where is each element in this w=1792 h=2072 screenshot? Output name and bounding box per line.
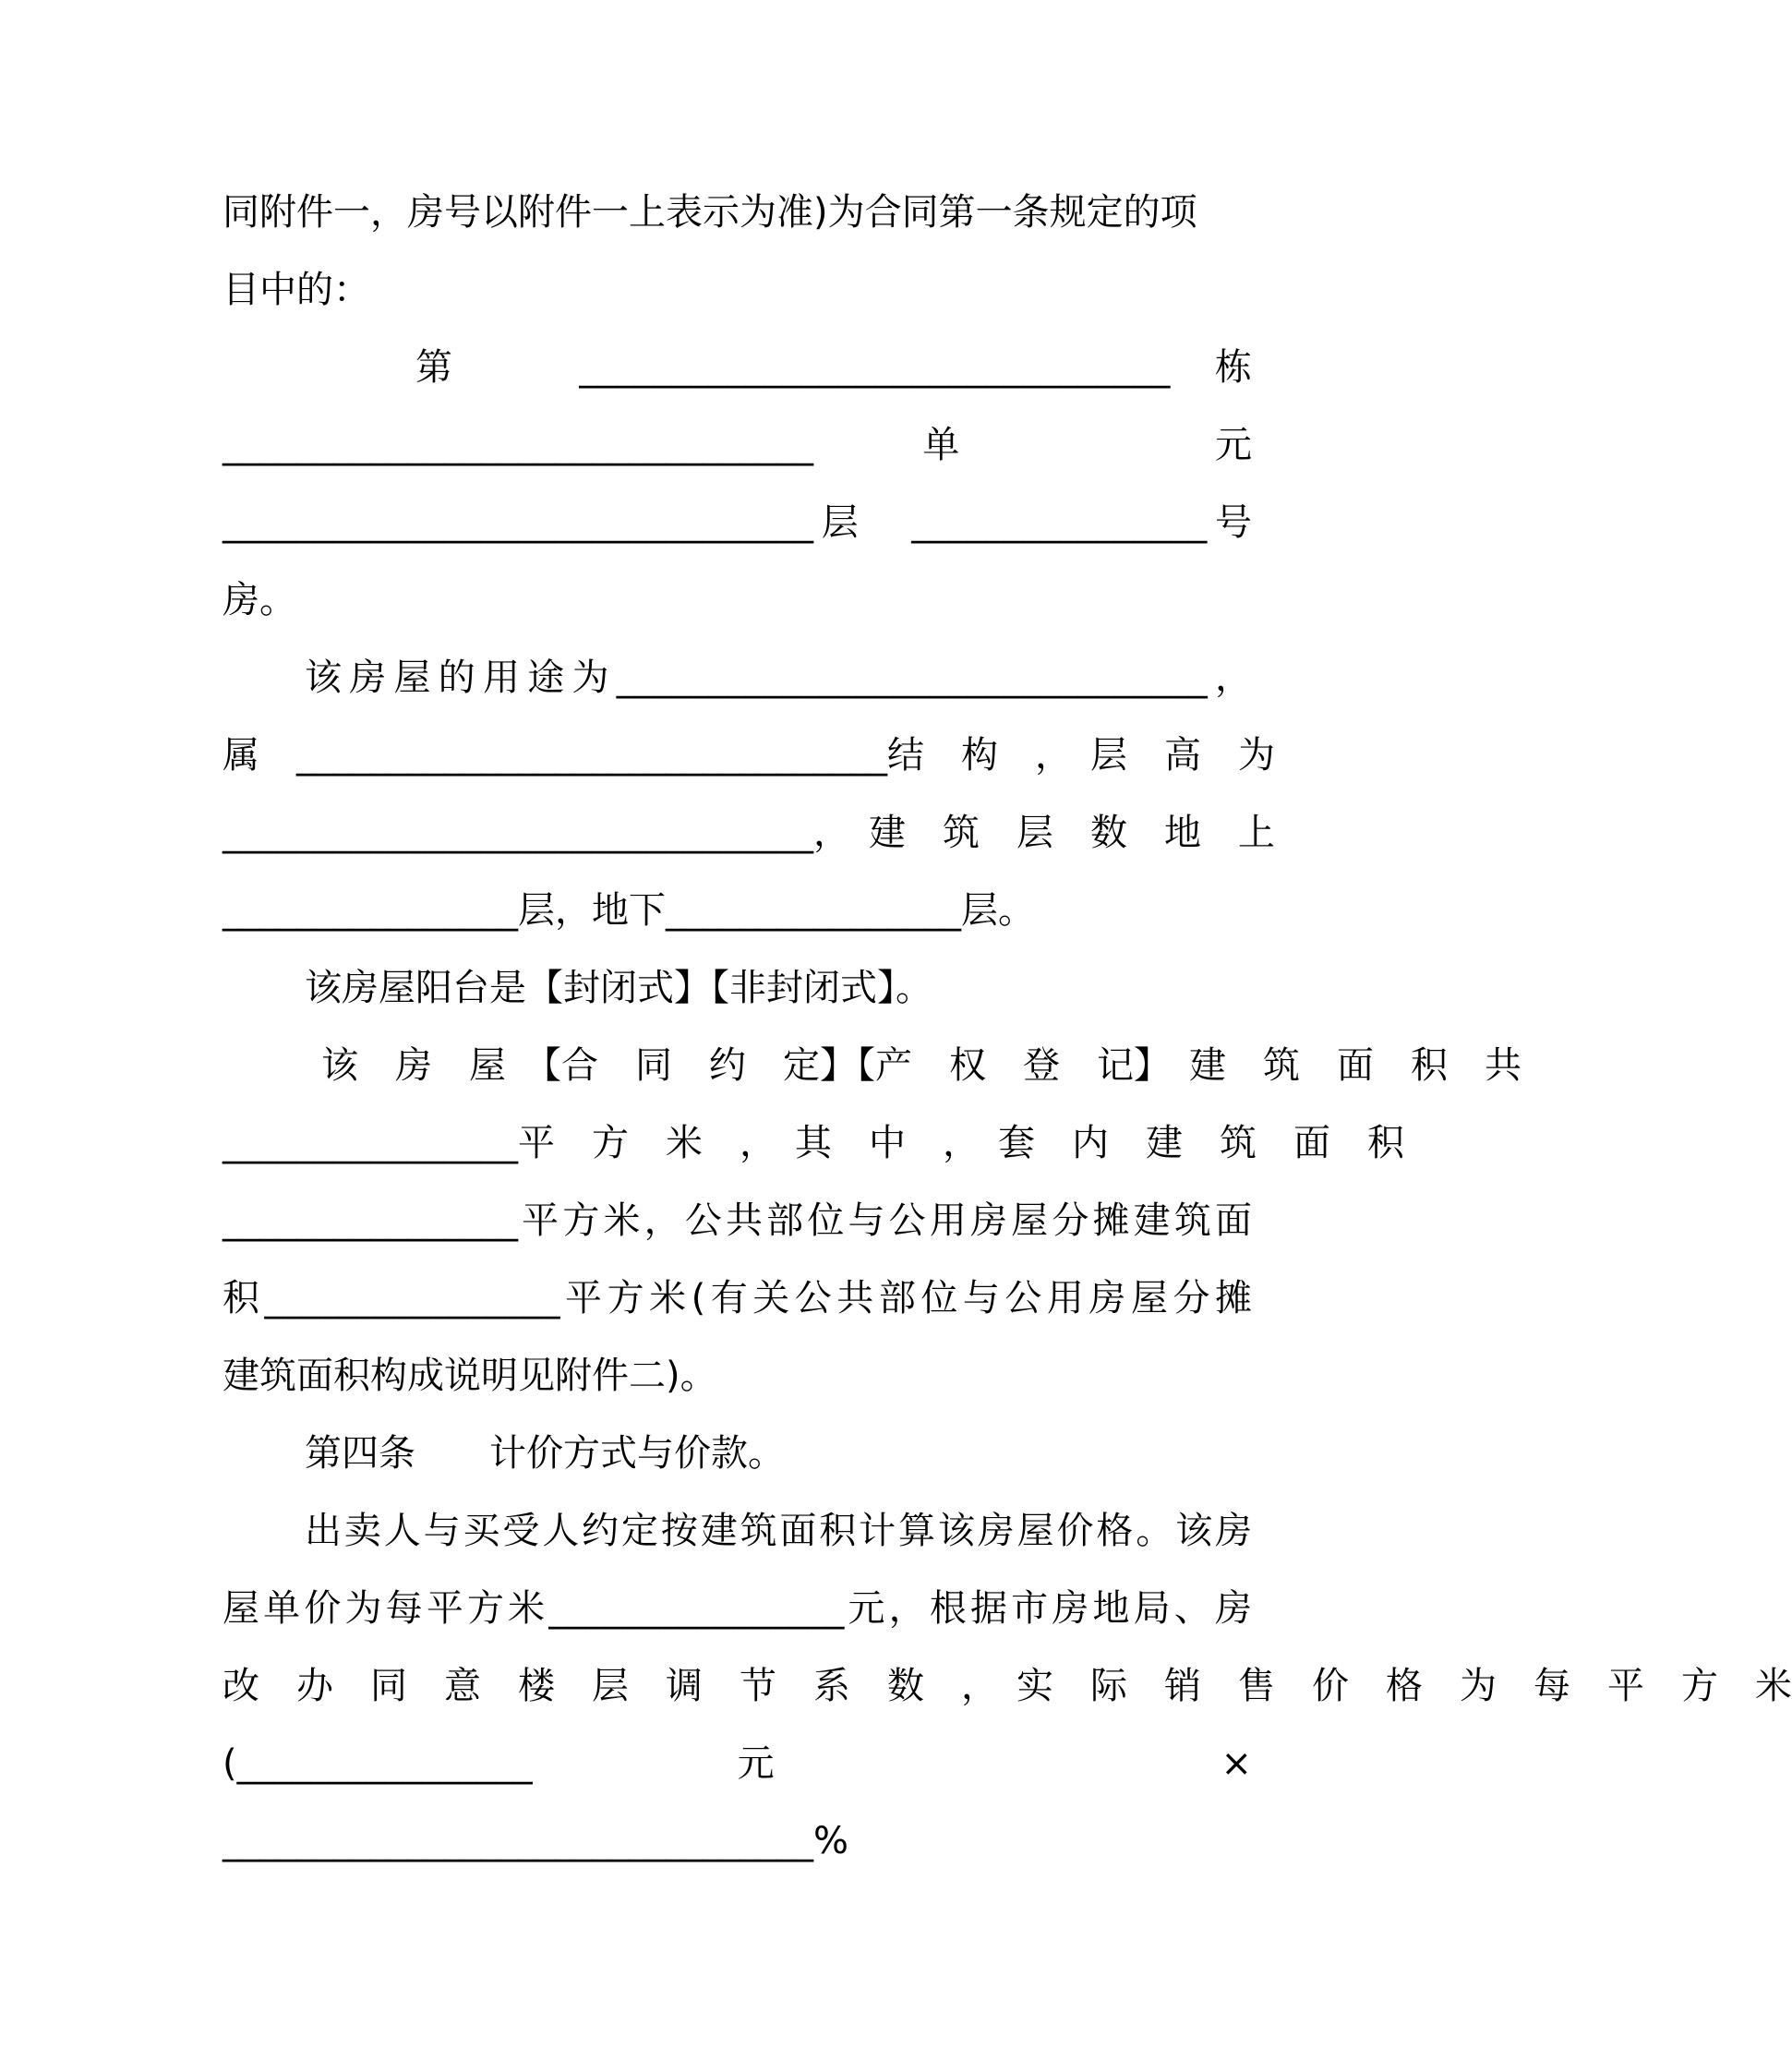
text-line-8: 属 ________________________________结 构 ， 层 高 为 [222,734,1275,777]
text-line-4: ________________________________单 元 [222,424,1252,466]
text-line-16: 建筑面积构成说明见附件二)。 [222,1355,717,1397]
text-line-7: 该房屋的用途为________________________________， [305,657,1252,699]
text-line-2: 目中的： [222,269,370,311]
text-line-14: ________________平方米，公共部位与公用房屋分摊建筑面 [222,1199,1252,1242]
text-line-21: (________________元 × [222,1742,1252,1785]
text-line-6: 房。 [222,579,296,621]
text-line-18: 出卖人与买受人约定按建筑面积计算该房屋价格。该房 [305,1510,1252,1552]
text-line-3: 第 ________________________________栋 [415,346,1252,389]
text-line-20: 改 办 同 意 楼 层 调 节 系 数 ， 实 际 销 售 价 格 为 每 平 方 米 [222,1665,1792,1707]
text-line-1: 同附件一，房号以附件一上表示为准)为合同第一条规定的项 [222,191,1197,234]
text-line-11: 该房屋阳台是【封闭式】【非封闭式】。 [305,967,932,1009]
text-line-19: 屋单价为每平方米________________元，根据市房地局、房 [222,1587,1252,1630]
text-line-9: ________________________________， 建 筑 层 数 地 上 [222,812,1275,854]
text-line-5: ________________________________层 ________________号 [222,501,1252,544]
text-line-10: ________________层，地下________________层。 [222,889,1035,932]
section-heading-article-4: 第四条 计价方式与价款。 [305,1432,785,1475]
text-line-12: 该 房 屋 【合 同 约 定】【产 权 登 记】 建 筑 面 积 共 [321,1044,1521,1087]
text-line-15: 积________________平方米(有关公共部位与公用房屋分摊 [222,1277,1252,1319]
text-line-22: ________________________________% [222,1820,849,1862]
text-line-13: ________________平 方 米 ， 其 中 ， 套 内 建 筑 面 积 [222,1122,1404,1164]
